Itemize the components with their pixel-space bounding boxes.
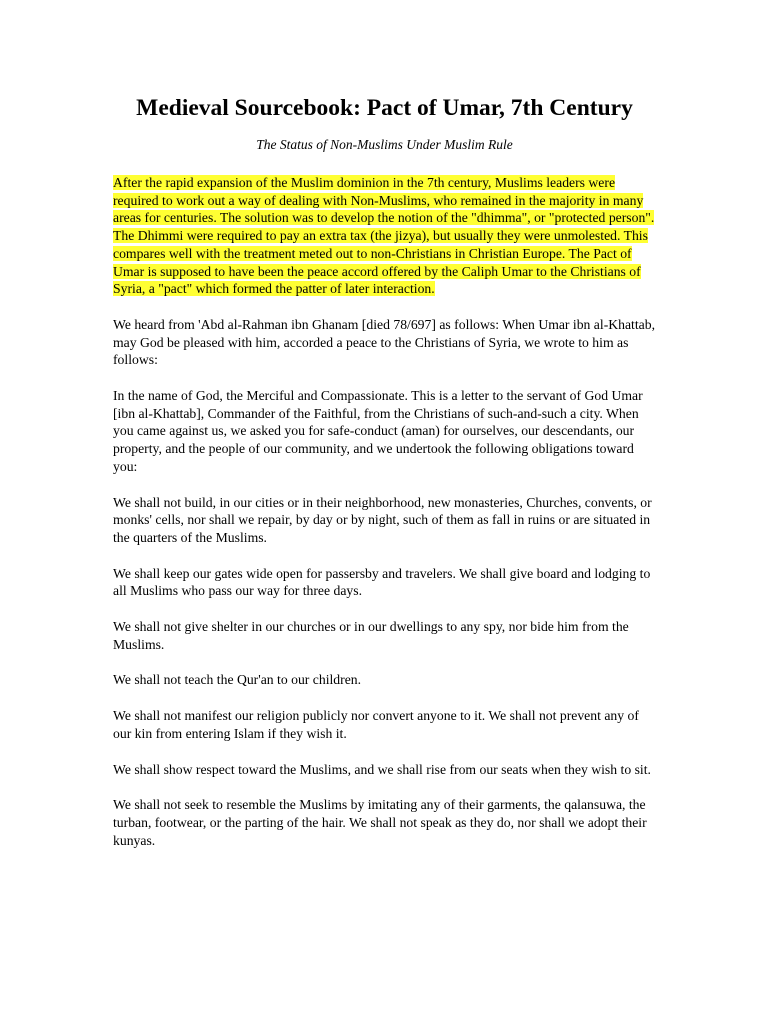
- paragraph-shelter: We shall not give shelter in our churches or in our dwellings to any spy, nor bide him from the Muslims.: [113, 619, 629, 652]
- paragraph-quran: We shall not teach the Qur'an to our children.: [113, 672, 362, 688]
- paragraph-gates: We shall keep our gates wide open for passersby and travelers. We shall give board and lodging to all Muslims who pass our way for three days.: [113, 565, 651, 599]
- paragraph-letter: In the name of God, the Merciful and Compassionate. This is a letter to the servant of God Umar [ibn al-Khattab], Commander of the Faithful, from the Christians of such-and-such a city. When you came against us, we asked you for safe-conduct (aman) for ourselves, our descendants, our property, and the people of our community, and we undertook the following obligations toward you:: [113, 388, 643, 474]
- page-title: Medieval Sourcebook: Pact of Umar, 7th Century: [136, 95, 633, 121]
- document-page: [113, 0, 656, 849]
- paragraph-heard-from: We heard from 'Abd al-Rahman ibn Ghanam [died 78/697] as follows: When Umar ibn al-Khattab, may God be pleased with him, accorded a peace to the Christians of Syria, we wrote to him as follows:: [113, 316, 655, 368]
- paragraph-build: We shall not build, in our cities or in their neighborhood, new monasteries, Churches, convents, or monks' cells, nor shall we repair, by day or by night, such of them as fall in ruins or are situated in the quarters of the Muslims.: [113, 494, 652, 545]
- paragraph-respect: We shall show respect toward the Muslims, and we shall rise from our seats when they wish to sit.: [113, 761, 651, 777]
- paragraph-religion: We shall not manifest our religion publicly nor convert anyone to it. We shall not prevent any of our kin from entering Islam if they wish it.: [113, 708, 639, 741]
- paragraph-resemble: We shall not seek to resemble the Muslims by imitating any of their garments, the qalansuwa, the turban, footwear, or the parting of the hair. We shall not speak as they do, nor shall we adopt their kunyas.: [113, 797, 647, 848]
- intro-paragraph: [113, 174, 656, 298]
- page-subtitle: The Status of Non-Muslims Under Muslim Rule: [256, 137, 513, 152]
- highlighted-intro-text: After the rapid expansion of the Muslim dominion in the 7th century, Muslims leaders were required to work out a way of dealing with Non-Muslims, who remained in the majority in many areas for centuries. The solution was to develop the notion of the "dhimma", or "protected person". The Dhimmi were required to pay an extra tax (the jizya), but usually they were unmolested. This compares well with the treatment meted out to non-Christians in Christian Europe. The Pact of Umar is supposed to have been the peace accord offered by the Caliph Umar to the Christians of Syria, a "pact" which formed the patter of later interaction.: [113, 175, 655, 297]
